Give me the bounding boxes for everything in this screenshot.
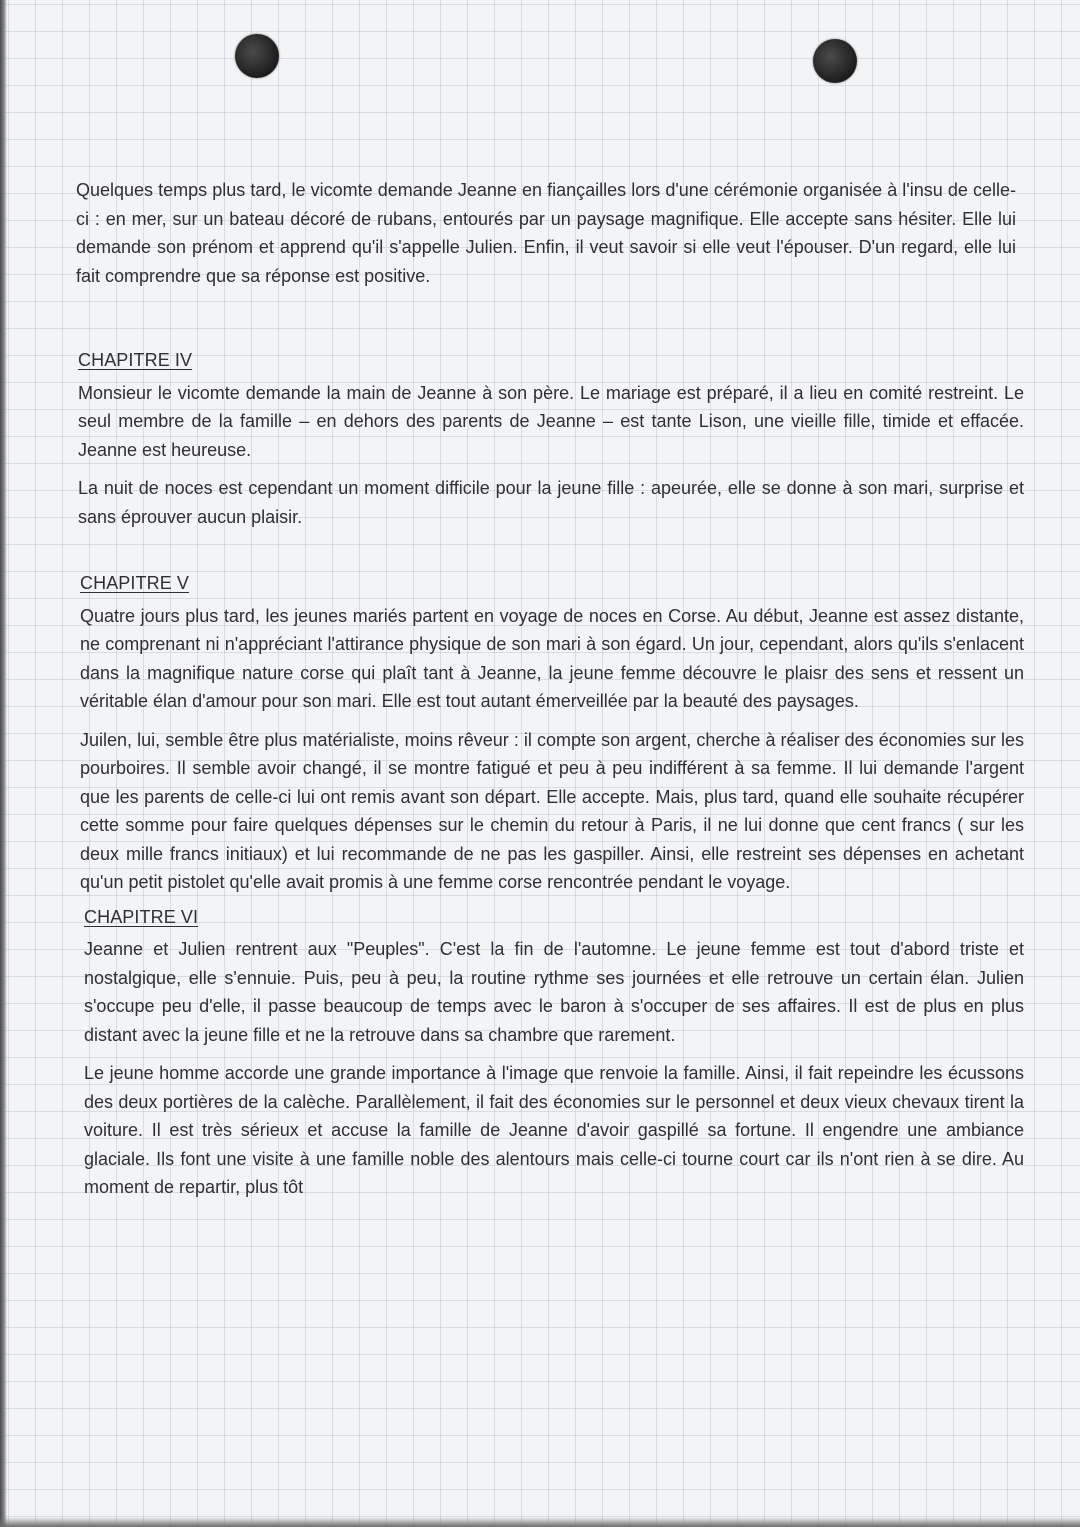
chapter-6: [76, 897, 1024, 1202]
chapter-paragraph: La nuit de noces est cependant un moment difficile pour la jeune fille : apeurée, elle se donne à son mari, surprise et sans éprouver aucun plaisir.: [78, 478, 1024, 527]
punch-hole-left: [235, 34, 279, 78]
chapter-5: [76, 553, 1024, 897]
chapter-heading: CHAPITRE V: [80, 573, 190, 593]
chapter-heading: CHAPITRE IV: [78, 350, 193, 370]
punch-hole-right: [813, 39, 857, 83]
chapter-paragraph: Monsieur le vicomte demande la main de Jeanne à son père. Le mariage est préparé, il a lieu en comité restreint. Le seul membre de la famille – en dehors des parents de Jeanne – est tante Lison, une vieille fille, timide et effacée. Jeanne est heureuse.: [78, 382, 1024, 460]
chapter-paragraph: Juilen, lui, semble être plus matérialiste, moins rêveur : il compte son argent, cherche à réaliser des économies sur les pourboires. Il semble avoir changé, il se montre fatigué et peu à peu indifférent à sa femme. Il lui demande l'argent que les parents de celle-ci lui ont remis avant son départ. Elle accepte. Mais, plus tard, quand elle souhaite récupérer cette somme pour faire quelques dépenses sur le chemin du retour à Paris, il ne lui donne que cent francs ( sur les deux mille francs initiaux) et lui recommande de ne pas les gaspiller. Ainsi, elle restreint ses dépenses en achetant qu'un petit pistolet qu'elle avait promis à une femme corse rencontrée pendant le voyage.: [80, 729, 1024, 892]
chapter-paragraph: Jeanne et Julien rentrent aux "Peuples". C'est la fin de l'automne. Le jeune femme est tout d'abord triste et nostalgique, elle s'ennuie. Puis, peu à peu, la routine rythme ses journées et elle retrouve un certain élan. Julien s'occupe peu d'elle, il passe beaucoup de temps avec le baron à s'occuper de ses affaires. Il est de plus en plus distant avec la jeune fille et ne la retrouve dans sa chambre que rarement.: [84, 939, 1024, 1045]
page-left-edge: [0, 0, 7, 1527]
chapter-paragraph: Le jeune homme accorde une grande importance à l'image que renvoie la famille. Ainsi, il fait repeindre les écussons des deux portières de la calèche. Parallèlement, il fait des économies sur le personnel et deux vieux chevaux tirent la voiture. Il est très sérieux et accuse la famille de Jeanne d'avoir gaspillé sa fortune. Il engendre une ambiance glaciale. Ils font une visite à une famille noble des alentours mais celle-ci tourne court car ils n'ont rien à se dire. Au moment de repartir, plus tôt: [84, 1063, 1024, 1197]
page-bottom-edge: [0, 1517, 1080, 1527]
chapter-4: [76, 330, 1024, 531]
chapter-heading: CHAPITRE VI: [84, 906, 199, 927]
document-body: [76, 176, 1024, 1224]
intro-paragraph: Quelques temps plus tard, le vicomte demande Jeanne en fiançailles lors d'une cérémonie organisée à l'insu de celle-ci : en mer, sur un bateau décoré de rubans, entourés par un paysage magnifique. Elle accepte sans hésiter. Elle lui demande son prénom et apprend qu'il s'appelle Julien. Enfin, il veut savoir si elle veut l'épouser. D'un regard, elle lui fait comprendre que sa réponse est positive.: [76, 180, 1016, 286]
chapter-paragraph: Quatre jours plus tard, les jeunes mariés partent en voyage de noces en Corse. Au début, Jeanne est assez distante, ne comprenant ni n'appréciant l'attirance physique de son mari à son égard. Un jour, cependant, alors qu'ils s'enlacent dans la magnifique nature corse qui plaît tant à Jeanne, la jeune femme découvre le plaisr des sens et ressent un véritable élan d'amour pour son mari. Elle est tout autant émerveillée par la beauté des paysages.: [80, 605, 1024, 711]
